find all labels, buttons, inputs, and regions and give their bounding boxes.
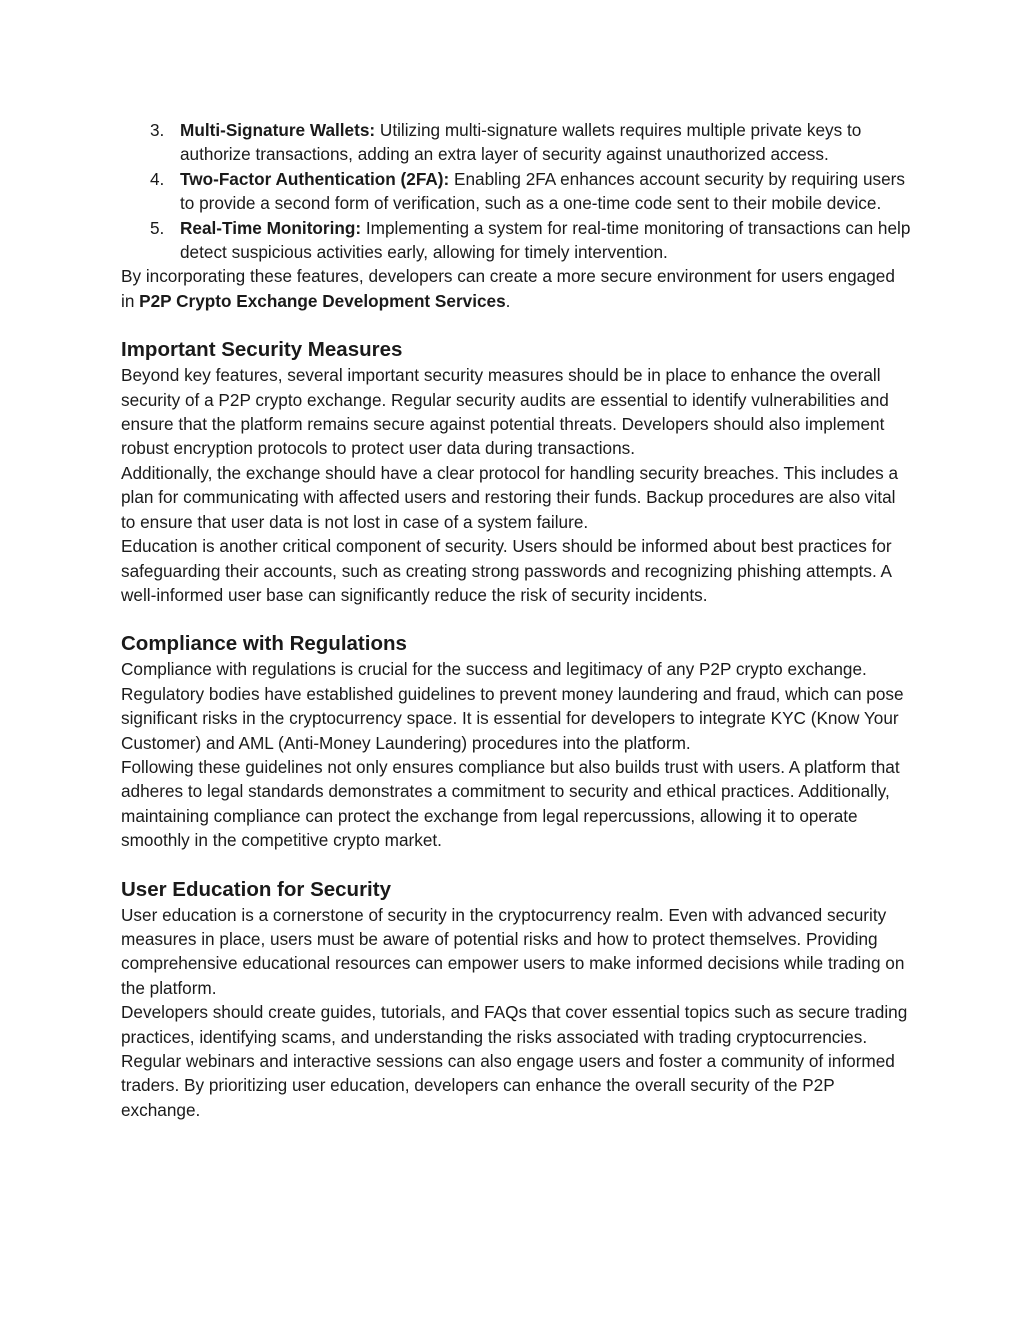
list-item-title: Multi-Signature Wallets: <box>180 120 376 140</box>
list-item-text: Utilizing multi-signature wallets requires multiple private keys to authorize transactions, adding an extra layer of security against unauthorized access. <box>180 120 862 165</box>
paragraph: User education is a cornerstone of security in the cryptocurrency realm. Even with advanced security measures in place, users must be aware of potential risks and how to protect themselves. Providing comprehensive educational resources can empower users to make informed decisions while trading on the platform. <box>121 904 905 998</box>
list-number: 4. <box>150 168 165 189</box>
document-page <box>121 118 911 1122</box>
intro-paragraph <box>121 264 911 313</box>
list-item-title: Real-Time Monitoring: <box>180 217 362 238</box>
section-user-education <box>121 877 911 1123</box>
section-security-measures <box>121 337 911 607</box>
section-compliance <box>121 631 911 852</box>
paragraph: Following these guidelines not only ensures compliance but also builds trust with users. A platform that adheres to legal standards demonstrates a commitment to security and ethical practices. Additionally, maintaining compliance can protect the exchange from legal repercussions, allowing it to operate smoothly in the competitive crypto market. <box>121 756 900 851</box>
section-heading: User Education for Security <box>121 877 391 901</box>
list-item-text: Enabling 2FA enhances account security by requiring users to provide a second form of verification, such as a one-time code sent to their mobile device. <box>180 168 905 214</box>
paragraph: Developers should create guides, tutorials, and FAQs that cover essential topics such as secure trading practices, identifying scams, and understanding the risks associated with trading cryptocurrencies. Regular webinars and interactive sessions can also engage users and foster a community of informed traders. By prioritizing user education, developers can enhance the overall security of the P2P exchange. <box>121 1002 908 1120</box>
list-item-text: Implementing a system for real-time monitoring of transactions can help detect suspicious activities early, allowing for timely intervention. <box>180 217 911 263</box>
paragraph: Compliance with regulations is crucial for the success and legitimacy of any P2P crypto exchange. Regulatory bodies have established guidelines to prevent money laundering and fraud, which can pose significant risks in the cryptocurrency space. It is essential for developers to integrate KYC (Know Your Customer) and AML (Anti-Money Laundering) procedures into the platform. <box>121 659 904 753</box>
paragraph: Education is another critical component of security. Users should be informed about best practices for safeguarding their accounts, such as creating strong passwords and recognizing phishing attempts. A well-informed user base can significantly reduce the risk of security incidents. <box>121 536 892 605</box>
intro-text: By incorporating these features, developers can create a more secure environment for users engaged in <box>121 266 895 311</box>
list-item <box>121 118 911 167</box>
section-heading: Important Security Measures <box>121 338 403 362</box>
service-name: P2P Crypto Exchange Development Services <box>139 290 506 311</box>
list-item-title: Two-Factor Authentication (2FA): <box>180 168 450 189</box>
list-number: 5. <box>150 217 165 238</box>
list-number: 3. <box>150 120 165 140</box>
intro-end: . <box>505 290 511 311</box>
section-heading: Compliance with Regulations <box>121 632 407 656</box>
list-item <box>121 167 911 216</box>
list-item <box>121 216 911 265</box>
paragraph: Additionally, the exchange should have a clear protocol for handling security breaches. This includes a plan for communicating with affected users and restoring their funds. Backup procedures are also vital to ensure that user data is not lost in case of a system failure. <box>121 462 899 532</box>
feature-list <box>121 118 911 264</box>
paragraph: Beyond key features, several important security measures should be in place to enhance the overall security of a P2P crypto exchange. Regular security audits are essential to identify vulnerabilities and ensure that the platform remains secure against potential threats. Developers should also implement robust encryption protocols to protect user data during transactions. <box>121 365 889 459</box>
